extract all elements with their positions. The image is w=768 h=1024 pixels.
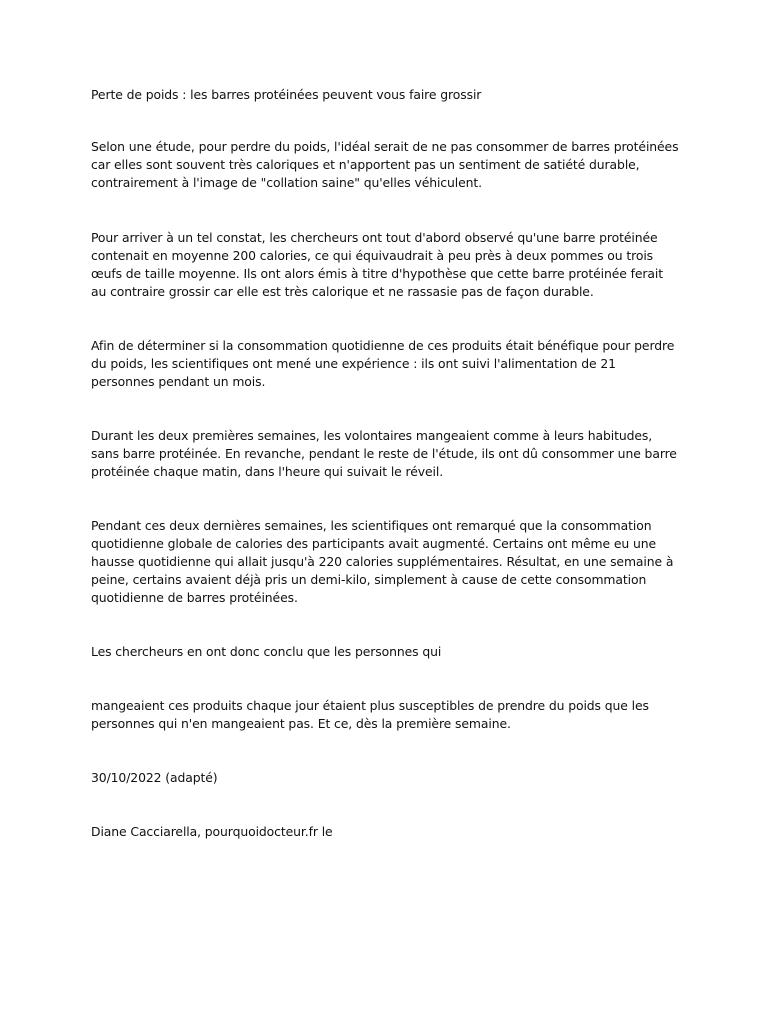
article-author: Diane Cacciarella, pourquoidocteur.fr le <box>91 824 333 839</box>
paragraph-conclusion-start: Les chercheurs en ont donc conclu que les personnes qui <box>91 644 442 659</box>
paragraph-conclusion-end: mangeaient ces produits chaque jour étaient plus susceptibles de prendre du poids que les personnes qui n'en mangeaient pas. Et ce, dès la première semaine. <box>91 698 649 731</box>
article-date: 30/10/2022 (adapté) <box>91 770 218 785</box>
article-title: Perte de poids : les barres protéinées peuvent vous faire grossir <box>91 87 482 102</box>
paragraph-observation: Pour arriver à un tel constat, les chercheurs ont tout d'abord observé qu'une barre protéinée contenait en moyenne 200 calories, ce qui équivaudrait à peu près à deux pommes ou trois œufs de taille moyenne. Ils ont alors émis à titre d'hypothèse que cette barre protéinée ferait au contraire grossir car elle est très calorique et ne rassasie pas de façon durable. <box>91 230 663 299</box>
paragraph-results: Pendant ces deux dernières semaines, les scientifiques ont remarqué que la consommation quotidienne globale de calories des participants avait augmenté. Certains ont même eu une hausse quotidienne qui allait jusqu'à 220 calories supplémentaires. Résultat, en une semaine à peine, certains avaient déjà pris un demi-kilo, simplement à cause de cette consommation quotidienne de barres protéinées. <box>91 518 674 605</box>
paragraph-experiment: Afin de déterminer si la consommation quotidienne de ces produits était bénéfique pour perdre du poids, les scientifiques ont mené une expérience : ils ont suivi l'alimentation de 21 personnes pendant un mois. <box>91 338 675 389</box>
paragraph-protocol: Durant les deux premières semaines, les volontaires mangeaient comme à leurs habitudes, sans barre protéinée. En revanche, pendant le reste de l'étude, ils ont dû consommer une barre protéinée chaque matin, dans l'heure qui suivait le réveil. <box>91 428 677 479</box>
paragraph-intro: Selon une étude, pour perdre du poids, l'idéal serait de ne pas consommer de barres protéinées car elles sont souvent très caloriques et n'apportent pas un sentiment de satiété durable, contrairement à l'image de "collation saine" qu'elles véhiculent. <box>91 139 679 190</box>
